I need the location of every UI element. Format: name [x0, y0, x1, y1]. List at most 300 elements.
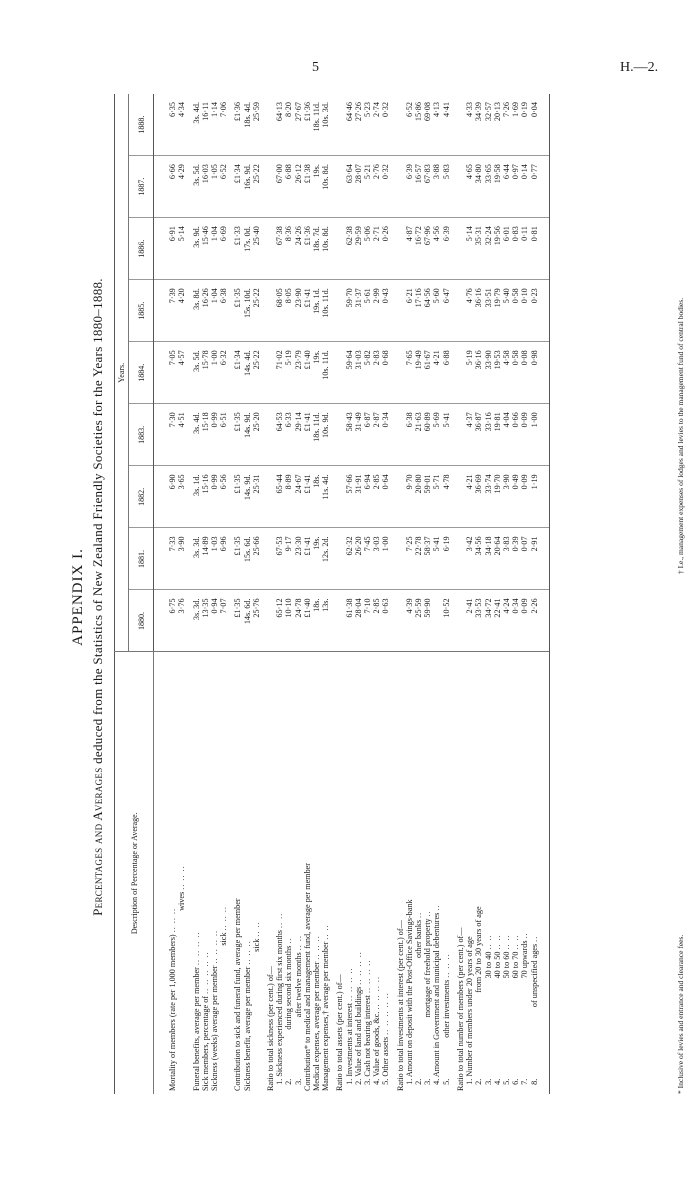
table-row — [177, 94, 186, 1094]
value-cell: 19·79 — [493, 280, 502, 342]
value-cell: 59·01 — [423, 466, 432, 528]
leader-dots: .. — [432, 904, 442, 911]
value-cell: 0·99 — [210, 466, 219, 528]
value-cell: 6·94 — [363, 466, 372, 528]
value-cell — [391, 156, 405, 218]
table-row — [432, 94, 441, 1094]
value-cell: 4·20 — [177, 280, 186, 342]
value-cell: £1·40 — [303, 342, 312, 404]
row-label: Ratio to total sickness (per cent.) of— — [266, 966, 276, 1091]
value-cell: 6·01 — [502, 218, 511, 280]
value-cell: £1·40 — [303, 590, 312, 652]
table-row — [372, 94, 381, 1094]
value-cell: 67·00 — [275, 156, 284, 218]
value-cell — [391, 404, 405, 466]
row-label: 3. after twelve months — [293, 952, 303, 1091]
value-cell: 25·31 — [252, 466, 261, 528]
value-cell — [261, 528, 275, 590]
value-cell: 5·21 — [363, 156, 372, 218]
table-row — [345, 94, 354, 1094]
year-header: 1883. — [129, 404, 154, 466]
table-row — [484, 94, 493, 1094]
value-cell: 6·52 — [219, 156, 228, 218]
value-cell — [330, 218, 344, 280]
value-cell: 5·61 — [363, 280, 372, 342]
value-cell: 62·38 — [345, 218, 354, 280]
value-cell: 10s. 11d. — [321, 280, 330, 342]
value-cell: 65·12 — [275, 590, 284, 652]
value-cell: 9·17 — [284, 528, 293, 590]
table-row — [321, 94, 330, 1094]
row-description — [474, 652, 483, 1094]
value-cell: 0·32 — [381, 156, 390, 218]
row-description — [261, 652, 275, 1094]
value-cell: 19·49 — [414, 342, 423, 404]
footnote-levies: * Inclusive of levies and entrance and clearance fees. — [676, 934, 685, 1094]
value-cell: 10s. 9d. — [321, 404, 330, 466]
value-cell: £1·35 — [228, 280, 242, 342]
row-description — [228, 652, 242, 1094]
value-cell: 4·87 — [405, 218, 414, 280]
table-row — [414, 94, 423, 1094]
value-cell: 0·64 — [381, 466, 390, 528]
value-cell: 18s. — [312, 466, 321, 528]
value-cell: 67·83 — [423, 156, 432, 218]
row-label: Sickness (weeks) average per member — [210, 965, 220, 1091]
value-cell: 22·78 — [414, 528, 423, 590]
row-description — [330, 652, 344, 1094]
leader-dots: .. .. — [293, 935, 303, 951]
leader-dots: .. .. .. .. — [344, 967, 354, 1001]
value-cell — [451, 280, 465, 342]
value-cell: 0·34 — [511, 590, 520, 652]
value-cell: 14s. 9d. — [243, 466, 252, 528]
value-cell: 0·04 — [530, 94, 550, 156]
value-cell: 7·05 — [154, 342, 178, 404]
table-row — [493, 94, 502, 1094]
value-cell: 62·32 — [345, 528, 354, 590]
value-cell: 4·58 — [502, 342, 511, 404]
value-cell — [330, 466, 344, 528]
value-cell: 36·69 — [474, 466, 483, 528]
year-header: 1885. — [129, 280, 154, 342]
value-cell: 0·97 — [511, 156, 520, 218]
value-cell: 14s. 9d. — [243, 404, 252, 466]
value-cell: 3·83 — [502, 528, 511, 590]
value-cell: 6·88 — [284, 156, 293, 218]
row-description — [414, 652, 423, 1094]
value-cell: 2·99 — [372, 280, 381, 342]
row-label: Medical expenses, average per member — [312, 961, 322, 1091]
value-cell: 6·56 — [219, 466, 228, 528]
value-cell — [330, 156, 344, 218]
value-cell: 4·41 — [442, 94, 451, 156]
value-cell: 19·70 — [493, 466, 502, 528]
value-cell: 4·04 — [502, 404, 511, 466]
value-cell: 15s. 6d. — [243, 528, 252, 590]
value-cell: 4·37 — [465, 404, 474, 466]
value-cell: 5·69 — [432, 404, 441, 466]
value-cell: 3·90 — [502, 466, 511, 528]
table-row — [451, 94, 465, 1094]
value-cell: £1·41 — [303, 528, 312, 590]
value-cell: 5·19 — [284, 342, 293, 404]
appendix-heading: APPENDIX I. — [70, 548, 86, 646]
value-cell — [330, 590, 344, 652]
row-label: sick — [251, 938, 261, 1091]
row-label: Sickness benefit, average per member — [242, 966, 252, 1091]
value-cell: 68·05 — [275, 280, 284, 342]
value-cell: 3s. 3d. — [187, 528, 201, 590]
value-cell: 7·45 — [363, 528, 372, 590]
value-cell: 59·64 — [345, 342, 354, 404]
value-cell: 0·43 — [381, 280, 390, 342]
value-cell: 2·91 — [530, 528, 550, 590]
row-label: 7. 70 upwards — [520, 940, 530, 1091]
value-cell: 23·90 — [294, 280, 303, 342]
value-cell — [451, 404, 465, 466]
value-cell: 34·80 — [474, 156, 483, 218]
value-cell: 1·69 — [511, 94, 520, 156]
value-cell: 3s. 3d. — [187, 590, 201, 652]
value-cell: 33·16 — [484, 404, 493, 466]
value-cell: 4·13 — [432, 94, 441, 156]
row-description — [294, 652, 303, 1094]
value-cell — [261, 156, 275, 218]
value-cell: 4·39 — [405, 590, 414, 652]
value-cell: 0·07 — [520, 528, 529, 590]
value-cell: 0·09 — [520, 404, 529, 466]
row-description — [432, 652, 441, 1094]
row-description — [423, 652, 432, 1094]
year-header: 1882. — [129, 466, 154, 528]
row-label: 2. during second six months — [284, 945, 294, 1091]
value-cell: 7·10 — [363, 590, 372, 652]
table-row — [210, 94, 219, 1094]
value-cell: 10·10 — [284, 590, 293, 652]
table-row — [261, 94, 275, 1094]
value-cell: 2·76 — [372, 156, 381, 218]
row-description — [363, 652, 372, 1094]
table-row — [405, 94, 414, 1094]
table-row — [391, 94, 405, 1094]
value-cell: 6·66 — [154, 156, 178, 218]
value-cell: 10s. 11d. — [321, 342, 330, 404]
value-cell: 18s. 11d. — [312, 94, 321, 156]
value-cell: 60·89 — [423, 404, 432, 466]
value-cell: 4·51 — [177, 404, 186, 466]
value-cell: 15s. 10d. — [243, 280, 252, 342]
value-cell: 27·26 — [354, 94, 363, 156]
value-cell — [451, 94, 465, 156]
statistics-table — [114, 94, 550, 1094]
value-cell: 59·70 — [345, 280, 354, 342]
value-cell: 0·14 — [520, 156, 529, 218]
value-cell: 32·24 — [484, 218, 493, 280]
value-cell: 15·78 — [201, 342, 210, 404]
leader-dots: .. .. — [492, 934, 502, 950]
value-cell: 33·90 — [484, 342, 493, 404]
value-cell: 32·57 — [484, 94, 493, 156]
value-cell — [330, 528, 344, 590]
row-label: wives — [177, 891, 187, 1091]
value-cell: 67·38 — [275, 218, 284, 280]
table-title — [90, 82, 106, 1112]
value-cell: 6·91 — [154, 218, 178, 280]
rotated-page-content — [18, 82, 700, 1112]
leader-dots: .. — [423, 910, 433, 917]
row-label: 4. Amount in Government and municipal debentures — [432, 912, 442, 1091]
value-cell: 33·51 — [484, 280, 493, 342]
value-cell: 3s. 5d. — [187, 342, 201, 404]
table-row — [284, 94, 293, 1094]
value-cell: 25·66 — [252, 528, 261, 590]
value-cell: 4·29 — [177, 156, 186, 218]
row-description — [154, 652, 178, 1094]
value-cell: 26·20 — [354, 528, 363, 590]
value-cell: 0·23 — [530, 280, 550, 342]
row-description — [177, 652, 186, 1094]
value-cell: 6·38 — [219, 280, 228, 342]
year-header: 1887. — [129, 156, 154, 218]
value-cell: 0·66 — [511, 404, 520, 466]
value-cell: 1·04 — [210, 280, 219, 342]
row-label: Mortality of members (rate per 1,000 members) — [168, 934, 178, 1091]
value-cell: 6·88 — [442, 342, 451, 404]
table-row — [252, 94, 261, 1094]
value-cell: 16·03 — [201, 156, 210, 218]
row-label: Contribution* to medical and management fund, average per member — [302, 862, 312, 1091]
leader-dots: .. .. — [511, 934, 521, 950]
value-cell: 0·26 — [381, 218, 390, 280]
value-cell: 0·11 — [520, 218, 529, 280]
table-row — [520, 94, 529, 1094]
value-cell: 20·80 — [414, 466, 423, 528]
value-cell: 4·21 — [432, 342, 441, 404]
years-column-header: Years. — [115, 94, 129, 652]
table-row — [303, 94, 312, 1094]
value-cell: 10·52 — [442, 590, 451, 652]
value-cell: 2·71 — [372, 218, 381, 280]
row-label: 1. Number of members under 20 years of age — [465, 936, 475, 1091]
value-cell: 4·78 — [442, 466, 451, 528]
value-cell — [451, 590, 465, 652]
value-cell: 28·07 — [354, 156, 363, 218]
value-cell: 6·38 — [405, 404, 414, 466]
value-cell: 19s. 1d. — [312, 280, 321, 342]
value-cell — [451, 528, 465, 590]
value-cell: 64·53 — [275, 404, 284, 466]
row-label: 5. other investments — [441, 979, 451, 1091]
year-header: 1884. — [129, 342, 154, 404]
value-cell — [451, 466, 465, 528]
row-description — [405, 652, 414, 1094]
value-cell: 2·85 — [372, 590, 381, 652]
row-description — [381, 652, 390, 1094]
value-cell: 5·41 — [442, 404, 451, 466]
value-cell — [261, 404, 275, 466]
table-row — [154, 94, 178, 1094]
value-cell: 1·00 — [381, 528, 390, 590]
value-cell: 34·72 — [484, 590, 493, 652]
value-cell — [391, 466, 405, 528]
leader-dots: .. .. — [321, 924, 331, 940]
value-cell: £1·36 — [303, 94, 312, 156]
value-cell: 10s. 3d. — [321, 94, 330, 156]
leader-dots: .. .. .. .. — [210, 929, 220, 964]
value-cell: 4·57 — [177, 342, 186, 404]
value-cell: £1·41 — [303, 280, 312, 342]
table-row — [354, 94, 363, 1094]
value-cell: 24·26 — [294, 218, 303, 280]
value-cell: 20·64 — [493, 528, 502, 590]
value-cell — [391, 94, 405, 156]
row-description — [210, 652, 219, 1094]
value-cell: 24·78 — [294, 590, 303, 652]
value-cell: 15·18 — [201, 404, 210, 466]
value-cell — [391, 280, 405, 342]
value-cell: 31·49 — [354, 404, 363, 466]
value-cell: 0·58 — [511, 342, 520, 404]
table-row — [243, 94, 252, 1094]
value-cell: 16·26 — [201, 280, 210, 342]
leader-dots: .. .. .. .. — [191, 931, 201, 966]
value-cell: £1·35 — [228, 528, 242, 590]
table-row — [201, 94, 210, 1094]
row-description — [252, 652, 261, 1094]
value-cell: 6·19 — [442, 528, 451, 590]
row-label: Contribution to sick and funeral fund, average per member — [233, 898, 243, 1091]
row-description — [303, 652, 312, 1094]
value-cell: 18s. 4d. — [243, 94, 252, 156]
value-cell: 11s. 4d. — [321, 466, 330, 528]
value-cell: 31·91 — [354, 466, 363, 528]
value-cell: 0·08 — [520, 342, 529, 404]
value-cell: 8·36 — [284, 218, 293, 280]
row-label: Funeral benefits, average per member — [191, 967, 201, 1091]
row-label: 5. 50 to 60 — [501, 951, 511, 1091]
value-cell: 6·44 — [502, 156, 511, 218]
year-header: 1880. — [129, 590, 154, 652]
leader-dots: .. .. .. .. .. — [381, 992, 391, 1035]
value-cell: 25·40 — [252, 218, 261, 280]
value-cell: 18s. — [312, 590, 321, 652]
value-cell: £1·34 — [228, 156, 242, 218]
row-label: 1. Investments at interest — [344, 1003, 354, 1091]
value-cell: 16·11 — [201, 94, 210, 156]
table-row — [530, 94, 550, 1094]
value-cell: 61·38 — [345, 590, 354, 652]
value-cell: 19·58 — [493, 156, 502, 218]
value-cell: 15·16 — [201, 466, 210, 528]
value-cell: 2·85 — [372, 466, 381, 528]
value-cell: 5·40 — [502, 280, 511, 342]
leader-dots: .. .. .. — [219, 906, 229, 931]
value-cell: 10s. 8d. — [321, 156, 330, 218]
value-cell: 7·65 — [405, 342, 414, 404]
value-cell: 25·76 — [252, 590, 261, 652]
value-cell: 5·14 — [465, 218, 474, 280]
leader-dots: .. .. — [483, 934, 493, 950]
row-description — [451, 652, 465, 1094]
value-cell: 14s. 4d. — [243, 342, 252, 404]
value-cell — [261, 280, 275, 342]
value-cell: 71·02 — [275, 342, 284, 404]
value-cell: 69·08 — [423, 94, 432, 156]
value-cell: 3s. 1d. — [187, 466, 201, 528]
value-cell: 7·26 — [502, 94, 511, 156]
value-cell: 33·74 — [484, 466, 493, 528]
value-cell: 0·63 — [381, 590, 390, 652]
value-cell: 1·14 — [210, 94, 219, 156]
table-row — [330, 94, 344, 1094]
value-cell — [261, 94, 275, 156]
table-row — [502, 94, 511, 1094]
leader-dots: .. .. .. — [168, 907, 178, 933]
value-cell: £1·35 — [228, 590, 242, 652]
value-cell — [451, 156, 465, 218]
value-cell: 2·87 — [372, 404, 381, 466]
row-label: Sick members, percentage of — [200, 995, 210, 1091]
row-description — [502, 652, 511, 1094]
table-row — [474, 94, 483, 1094]
value-cell: 17s. 0d. — [243, 218, 252, 280]
value-cell: 59·90 — [423, 590, 432, 652]
value-cell: 6·51 — [219, 404, 228, 466]
value-cell: 1·03 — [210, 528, 219, 590]
leader-dots: .. .. .. .. — [363, 959, 373, 993]
value-cell: 4·33 — [465, 94, 474, 156]
year-header: 1886. — [129, 218, 154, 280]
value-cell — [261, 342, 275, 404]
value-cell — [432, 590, 441, 652]
value-cell: 19s. — [312, 342, 321, 404]
value-cell: 4·21 — [465, 466, 474, 528]
value-cell: 27·67 — [294, 94, 303, 156]
row-description — [520, 652, 529, 1094]
value-cell: 67·96 — [423, 218, 432, 280]
value-cell: 29·59 — [354, 218, 363, 280]
table-row — [275, 94, 284, 1094]
value-cell: 29·14 — [294, 404, 303, 466]
value-cell: 19·56 — [493, 218, 502, 280]
value-cell: 6·33 — [284, 404, 293, 466]
value-cell: 3·76 — [177, 590, 186, 652]
table-row — [511, 94, 520, 1094]
value-cell: 5·83 — [442, 156, 451, 218]
value-cell: 7·07 — [219, 590, 228, 652]
year-header: 1881. — [129, 528, 154, 590]
row-description — [442, 652, 451, 1094]
value-cell: 4·76 — [465, 280, 474, 342]
value-cell — [261, 590, 275, 652]
row-label: Ratio to total investments at interest (per cent.) of— — [395, 920, 405, 1091]
leader-dots: .. .. — [251, 921, 261, 937]
value-cell — [261, 218, 275, 280]
value-cell: 4·56 — [432, 218, 441, 280]
value-cell: 25·59 — [414, 590, 423, 652]
row-description — [243, 652, 252, 1094]
row-description — [354, 652, 363, 1094]
row-label: 3. mortgage of freehold property — [423, 918, 433, 1091]
table-title-lead: Percentages and Averages — [90, 767, 105, 916]
value-cell: 3·42 — [465, 528, 474, 590]
row-description — [219, 652, 228, 1094]
value-cell: 9·70 — [405, 466, 414, 528]
leader-dots: .. .. — [501, 934, 511, 950]
leader-dots: .. .. .. .. — [372, 975, 382, 1010]
value-cell: 15·86 — [414, 94, 423, 156]
